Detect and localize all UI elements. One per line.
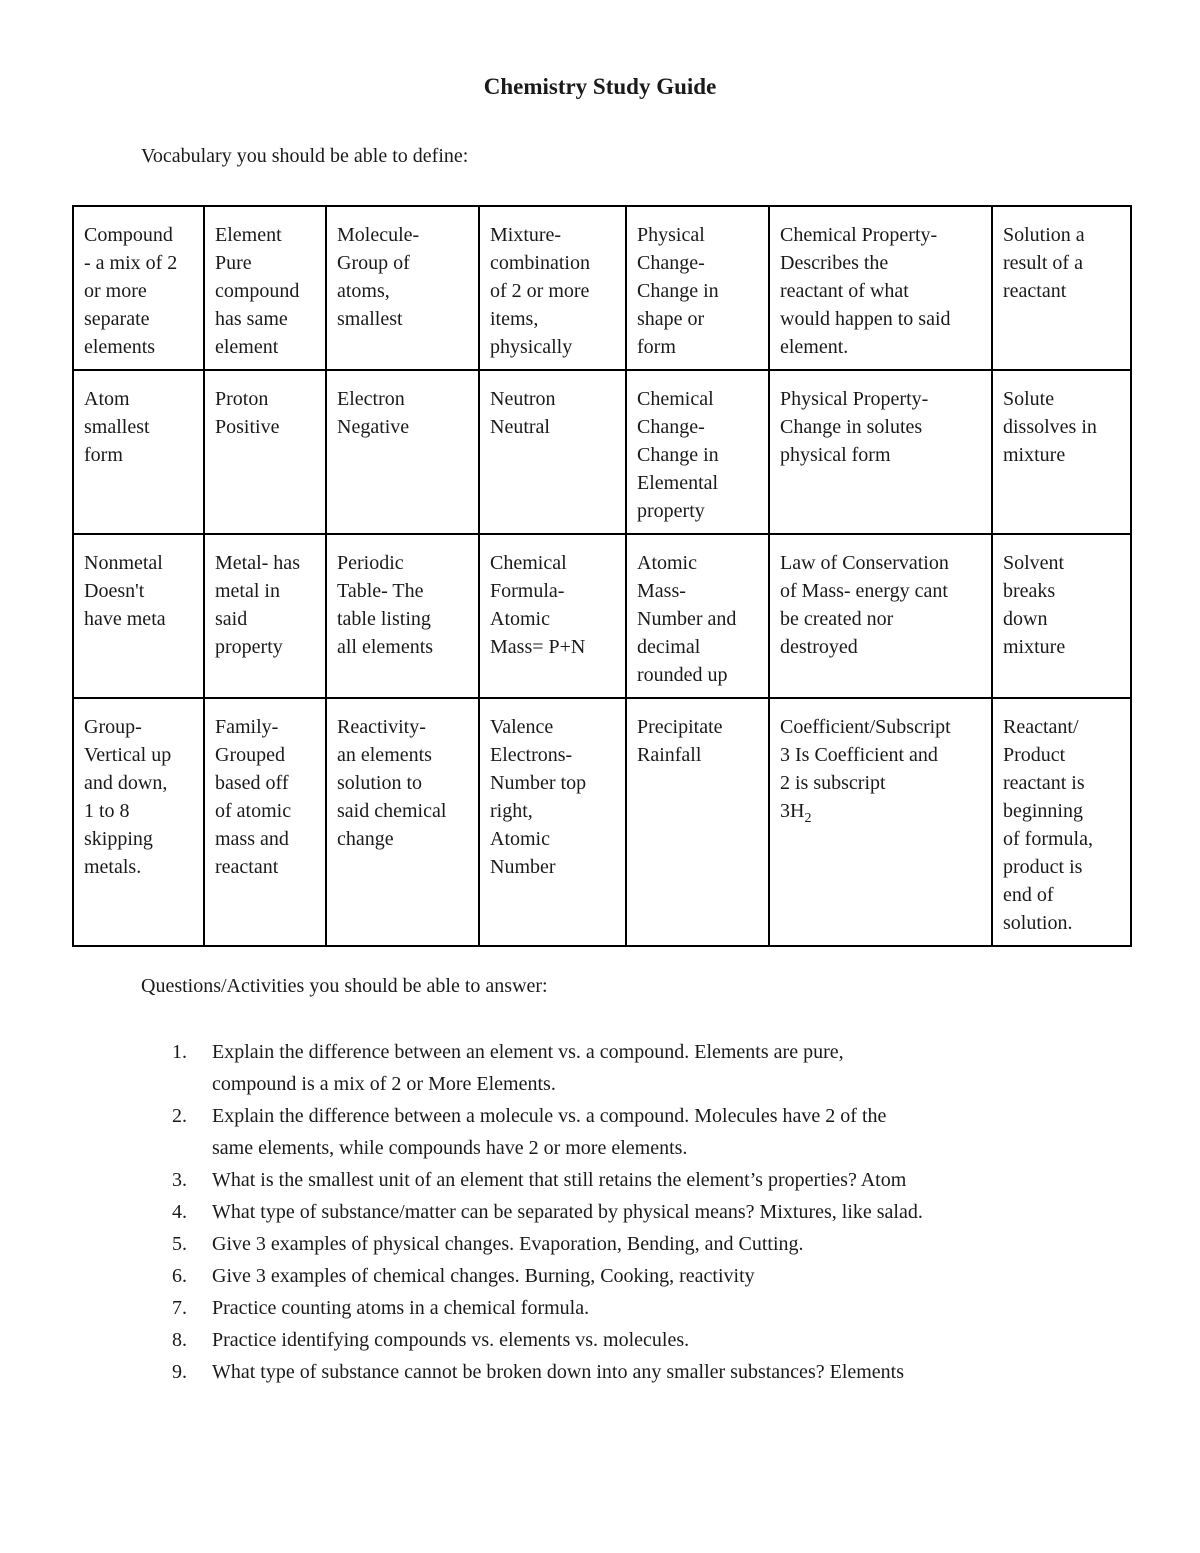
vocab-cell-line: Neutron: [490, 388, 556, 410]
vocab-cell-line: Solution a: [1003, 224, 1085, 246]
list-item: [172, 1164, 923, 1196]
vocab-cell-line: Electron: [337, 388, 405, 410]
question-text: compound is a mix of 2 or More Elements.: [212, 1073, 556, 1095]
vocab-cell-line: Number top: [490, 772, 587, 794]
vocab-cell-line: Positive: [215, 416, 280, 438]
vocab-cell-line: said chemical: [337, 800, 447, 822]
vocab-cell-line: reactant: [1003, 280, 1067, 302]
vocab-cell-line: Product: [1003, 744, 1066, 766]
vocab-cell-line: Atomic: [490, 608, 550, 630]
list-item: [172, 1100, 923, 1164]
vocab-cell-line: reactant is: [1003, 772, 1085, 794]
vocab-cell-line: solution to: [337, 772, 423, 794]
vocab-cell-line: Table- The: [337, 580, 424, 602]
question-text: Explain the difference between a molecule vs. a compound. Molecules have 2 of the: [212, 1105, 887, 1127]
vocab-cell-line: Formula-: [490, 580, 565, 602]
vocab-cell-line: Physical: [637, 224, 705, 246]
vocab-cell-line: of 2 or more: [490, 280, 590, 302]
vocab-cell-line: Atomic: [490, 828, 550, 850]
vocab-cell-line: Rainfall: [637, 744, 702, 766]
vocab-cell-line: items,: [490, 308, 539, 330]
question-number: 3.: [172, 1169, 187, 1191]
vocab-cell-line: right,: [490, 800, 533, 822]
vocab-cell-line: smallest: [84, 416, 150, 438]
vocab-cell-line: end of: [1003, 884, 1054, 906]
vocab-cell: [769, 698, 992, 946]
list-item: [172, 1292, 923, 1324]
vocab-cell-line: Precipitate: [637, 716, 723, 738]
question-number: 1.: [172, 1041, 187, 1063]
vocab-cell-line: down: [1003, 608, 1048, 630]
list-item: [172, 1356, 923, 1388]
vocab-cell-line: Change-: [637, 416, 705, 438]
question-text: same elements, while compounds have 2 or more elements.: [212, 1137, 688, 1159]
vocab-cell-line: solution.: [1003, 912, 1073, 934]
vocab-cell-line: Family-: [215, 716, 279, 738]
question-number: 6.: [172, 1265, 187, 1287]
vocab-cell: [992, 534, 1131, 698]
vocab-cell: [992, 206, 1131, 370]
vocab-cell-line: element.: [780, 336, 849, 358]
vocab-cell-line: physically: [490, 336, 573, 358]
vocab-cell-line: property: [215, 636, 283, 658]
vocab-cell: [204, 370, 326, 534]
question-number: 2.: [172, 1105, 187, 1127]
vocab-cell-line: Reactant/: [1003, 716, 1079, 738]
vocab-cell-line: Pure: [215, 252, 252, 274]
vocab-cell: [626, 698, 769, 946]
vocab-cell-line: beginning: [1003, 800, 1083, 822]
vocab-cell-line: Group-: [84, 716, 142, 738]
formula-subscript: 2: [804, 811, 812, 826]
vocab-cell-line: mass and: [215, 828, 289, 850]
vocab-cell-line: element: [215, 336, 279, 358]
vocab-cell: [73, 698, 204, 946]
vocab-cell-line: Reactivity-: [337, 716, 426, 738]
vocab-cell-line: 1 to 8: [84, 800, 130, 822]
vocab-cell-line: reactant: [215, 856, 279, 878]
list-item: [172, 1324, 923, 1356]
vocab-cell-line: result of a: [1003, 252, 1083, 274]
vocab-cell: [479, 534, 626, 698]
questions-list: [172, 1036, 923, 1388]
vocab-cell: [992, 370, 1131, 534]
table-row: [73, 206, 1131, 370]
question-number: 7.: [172, 1297, 187, 1319]
list-item: [172, 1036, 923, 1100]
vocab-cell-line: property: [637, 500, 705, 522]
page-title: Chemistry Study Guide: [483, 74, 717, 99]
vocab-cell-line: be created nor: [780, 608, 894, 630]
vocab-cell-line: atoms,: [337, 280, 390, 302]
vocab-cell-line: Change in: [637, 280, 719, 302]
vocab-cell-line: skipping: [84, 828, 153, 850]
question-number: 4.: [172, 1201, 187, 1223]
vocab-cell-line: have meta: [84, 608, 166, 630]
vocab-cell-line: said: [215, 608, 248, 630]
vocab-cell: [73, 206, 204, 370]
vocab-cell-line: 2 is subscript: [780, 772, 886, 794]
vocab-cell-line: Law of Conservation: [780, 552, 949, 574]
vocab-cell-line: table listing: [337, 608, 431, 630]
vocab-cell: [204, 698, 326, 946]
vocab-table: [72, 205, 1132, 947]
question-text: What type of substance/matter can be separated by physical means? Mixtures, like salad.: [212, 1201, 923, 1223]
vocab-cell-line: and down,: [84, 772, 168, 794]
vocab-cell: [626, 206, 769, 370]
vocab-cell: [73, 370, 204, 534]
vocab-cell-line: Mixture-: [490, 224, 562, 246]
vocab-cell-line: Vertical up: [84, 744, 172, 766]
vocab-cell-line: Number and: [637, 608, 737, 630]
table-row: [73, 534, 1131, 698]
vocab-cell-line: breaks: [1003, 580, 1056, 602]
vocab-cell-line: Valence: [490, 716, 554, 738]
question-number: 9.: [172, 1361, 187, 1383]
table-row: [73, 370, 1131, 534]
vocab-cell-line: would happen to said: [780, 308, 951, 330]
vocab-cell-line: rounded up: [637, 664, 728, 686]
vocab-cell: [769, 206, 992, 370]
vocab-cell: [204, 206, 326, 370]
vocab-cell-line: of atomic: [215, 800, 292, 822]
vocab-cell-line: Change in: [637, 444, 719, 466]
vocab-cell-line: smallest: [337, 308, 403, 330]
vocab-intro: Vocabulary you should be able to define:: [141, 145, 469, 167]
vocab-cell: [769, 534, 992, 698]
table-row: [73, 698, 1131, 946]
question-text: Explain the difference between an element vs. a compound. Elements are pure,: [212, 1041, 844, 1063]
question-text: Practice counting atoms in a chemical formula.: [212, 1297, 590, 1319]
vocab-cell-line: physical form: [780, 444, 891, 466]
vocab-cell: [479, 206, 626, 370]
vocab-cell-line: Number: [490, 856, 556, 878]
vocab-cell: [479, 698, 626, 946]
vocab-cell-line: Change-: [637, 252, 705, 274]
question-text: Practice identifying compounds vs. elements vs. molecules.: [212, 1329, 690, 1351]
vocab-cell: [326, 370, 479, 534]
vocab-cell: [992, 698, 1131, 946]
list-item: [172, 1196, 923, 1228]
vocab-cell-line: Proton: [215, 388, 269, 410]
vocab-cell-line: 3 Is Coefficient and: [780, 744, 938, 766]
vocab-cell-line: separate: [84, 308, 150, 330]
questions-intro: Questions/Activities you should be able to answer:: [141, 975, 548, 997]
question-text: Give 3 examples of physical changes. Evaporation, Bending, and Cutting.: [212, 1233, 804, 1255]
vocab-cell-line: form: [637, 336, 676, 358]
question-number: 8.: [172, 1329, 187, 1351]
vocab-cell-line: Physical Property-: [780, 388, 929, 410]
vocab-cell-line: metals.: [84, 856, 142, 878]
vocab-cell-line: Solvent: [1003, 552, 1065, 574]
vocab-cell-line: based off: [215, 772, 289, 794]
vocab-cell-line: form: [84, 444, 123, 466]
vocab-cell-line: Change in solutes: [780, 416, 923, 438]
vocab-cell-line: or more: [84, 280, 147, 302]
vocab-cell-line: Periodic: [337, 552, 404, 574]
vocab-cell-line: Elemental: [637, 472, 719, 494]
vocab-cell-line: dissolves in: [1003, 416, 1097, 438]
vocab-cell: [326, 534, 479, 698]
vocab-cell-line: shape or: [637, 308, 705, 330]
vocab-cell-line: Negative: [337, 416, 410, 438]
vocab-cell-line: - a mix of 2: [84, 252, 178, 274]
vocab-cell-line: Atomic: [637, 552, 697, 574]
vocab-cell-line: compound: [215, 280, 300, 302]
vocab-cell-line: Neutral: [490, 416, 550, 438]
vocab-cell-line: destroyed: [780, 636, 858, 658]
chemical-formula: [780, 797, 987, 833]
vocab-cell-line: has same: [215, 308, 288, 330]
question-text: What type of substance cannot be broken down into any smaller substances? Elements: [212, 1361, 905, 1383]
vocab-cell: [326, 206, 479, 370]
vocab-cell-line: Chemical: [490, 552, 567, 574]
vocab-cell-line: Nonmetal: [84, 552, 163, 574]
vocab-cell-line: of Mass- energy cant: [780, 580, 948, 602]
vocab-cell-line: Molecule-: [337, 224, 420, 246]
vocab-cell-line: of formula,: [1003, 828, 1093, 850]
vocab-cell: [73, 534, 204, 698]
list-item: [172, 1260, 923, 1292]
vocab-cell-line: combination: [490, 252, 590, 274]
vocab-cell-line: elements: [84, 336, 156, 358]
vocab-cell-line: Chemical: [637, 388, 714, 410]
vocab-cell: [326, 698, 479, 946]
question-text: What is the smallest unit of an element that still retains the element’s properties? Atom: [212, 1169, 907, 1191]
vocab-cell-line: change: [337, 828, 394, 850]
vocab-cell-line: Chemical Property-: [780, 224, 938, 246]
vocab-cell-line: Metal- has: [215, 552, 300, 574]
vocab-cell-line: reactant of what: [780, 280, 909, 302]
vocab-cell-line: Atom: [84, 388, 130, 410]
question-number: 5.: [172, 1233, 187, 1255]
vocab-cell-line: mixture: [1003, 444, 1066, 466]
vocab-cell-line: an elements: [337, 744, 432, 766]
vocab-cell: [626, 370, 769, 534]
list-item: [172, 1228, 923, 1260]
formula-base: 3H: [780, 800, 805, 822]
vocab-cell-line: mixture: [1003, 636, 1066, 658]
vocab-cell-line: Mass= P+N: [490, 636, 586, 658]
question-text: Give 3 examples of chemical changes. Burning, Cooking, reactivity: [212, 1265, 755, 1287]
vocab-cell-line: Solute: [1003, 388, 1055, 410]
vocab-cell-line: Doesn't: [84, 580, 145, 602]
vocab-cell-line: product is: [1003, 856, 1083, 878]
vocab-cell: [769, 370, 992, 534]
vocab-cell-line: Grouped: [215, 744, 285, 766]
vocab-cell: [204, 534, 326, 698]
vocab-cell-line: Electrons-: [490, 744, 573, 766]
vocab-cell-line: Coefficient/Subscript: [780, 716, 951, 738]
vocab-cell-line: Group of: [337, 252, 410, 274]
vocab-cell-line: Mass-: [637, 580, 686, 602]
vocab-cell: [626, 534, 769, 698]
vocab-cell: [479, 370, 626, 534]
vocab-cell-line: decimal: [637, 636, 701, 658]
vocab-cell-line: all elements: [337, 636, 434, 658]
vocab-cell-line: Compound: [84, 224, 173, 246]
vocab-cell-line: metal in: [215, 580, 280, 602]
vocab-cell-line: Element: [215, 224, 282, 246]
vocab-cell-line: Describes the: [780, 252, 889, 274]
